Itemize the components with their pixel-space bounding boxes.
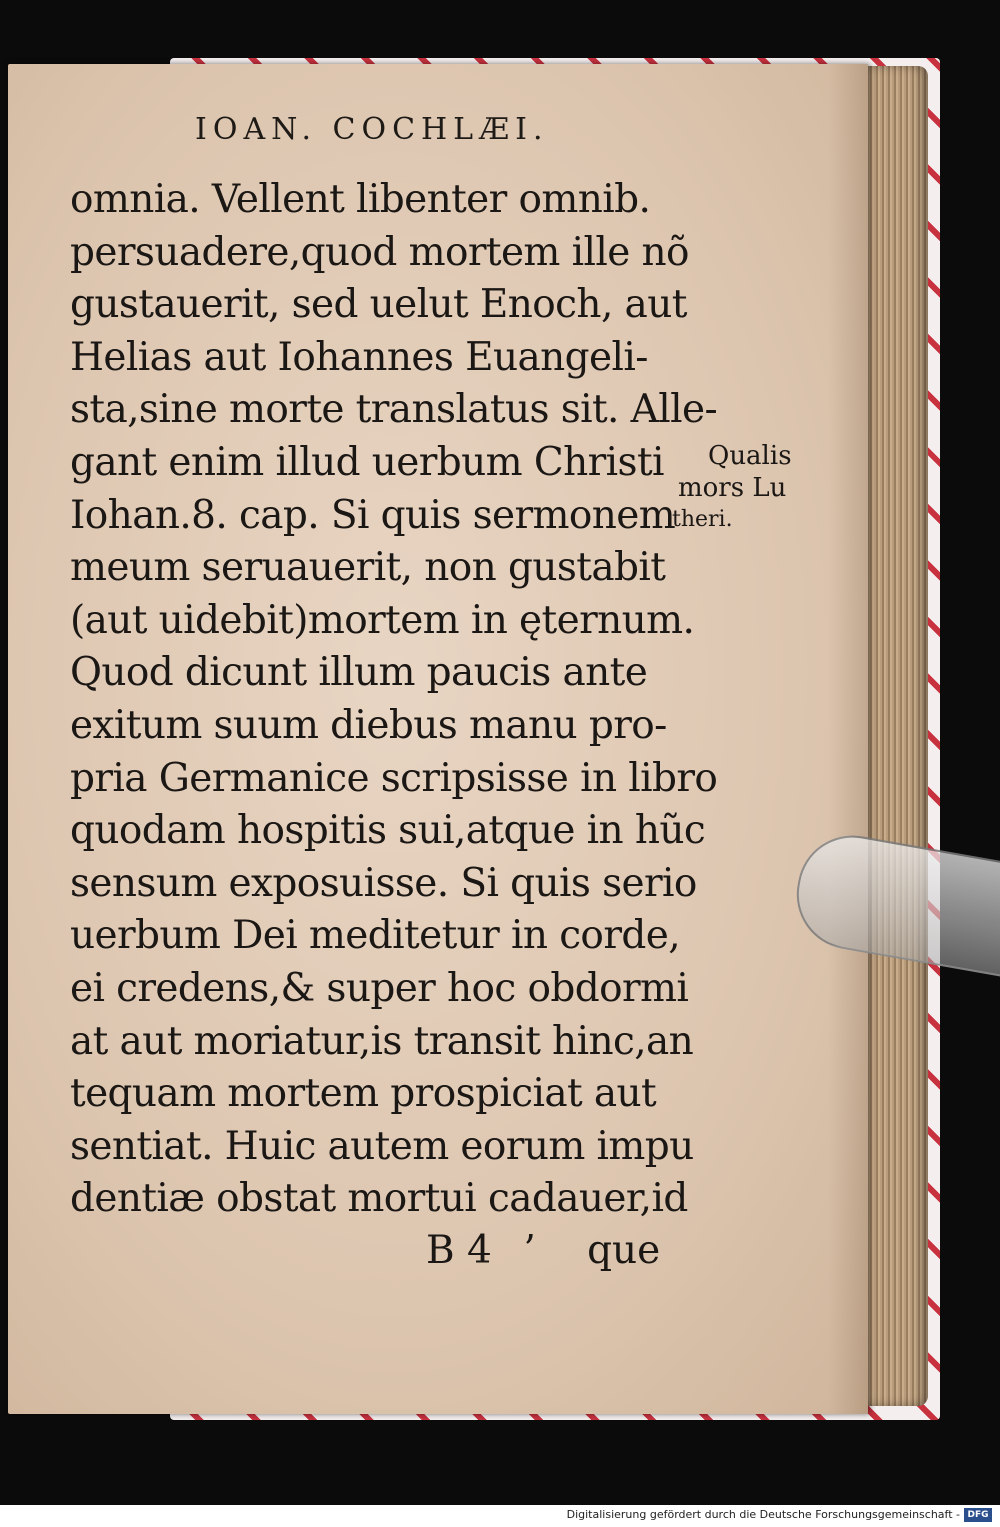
text-line: (aut uidebit)mortem in ęternum. bbox=[70, 597, 695, 643]
text-line: tequam mortem prospiciat aut bbox=[70, 1071, 657, 1117]
text-line: Iohan.8. cap. Si quis sermonem bbox=[70, 492, 676, 538]
text-line: Quod dicunt illum paucis ante bbox=[70, 650, 648, 696]
footer-credit: Digitalisierung gefördert durch die Deutsche Forschungsgemeinschaft - bbox=[566, 1508, 960, 1521]
text-line: omnia. Vellent libenter omnib. bbox=[70, 177, 651, 222]
text-line: sentiat. Huic autem eorum impu bbox=[70, 1123, 694, 1169]
signature-mark: B 4 bbox=[426, 1228, 492, 1273]
text-line: sensum exposuisse. Si quis serio bbox=[70, 860, 697, 906]
text-line: persuadere,quod mortem ille nõ bbox=[70, 229, 689, 275]
signature-line bbox=[426, 1228, 660, 1273]
text-line: meum seruauerit, non gustabit bbox=[70, 545, 666, 591]
signature-separator: ʼ bbox=[522, 1228, 535, 1273]
marginal-note-line: mors Lu bbox=[678, 473, 787, 503]
marginal-note bbox=[672, 440, 812, 536]
text-line: pria Germanice scripsisse in libro bbox=[70, 755, 718, 801]
marginal-note-line: Qualis bbox=[708, 441, 792, 471]
marginal-note-line: theri. bbox=[672, 507, 733, 532]
dfg-logo-icon: DFG bbox=[964, 1508, 992, 1522]
text-line: gant enim illud uerbum Christi bbox=[70, 439, 664, 485]
catchword: que bbox=[587, 1228, 661, 1273]
text-line: at aut moriatur,is transit hinc,an bbox=[70, 1018, 694, 1064]
text-line: Helias aut Iohannes Euangeli- bbox=[70, 334, 648, 380]
text-line: quodam hospitis sui,atque in hũc bbox=[70, 808, 706, 854]
text-line: sta,sine morte translatus sit. Alle- bbox=[70, 387, 718, 433]
text-line: exitum suum diebus manu pro- bbox=[70, 702, 667, 748]
text-line: dentiæ obstat mortui cadauer,id bbox=[70, 1176, 688, 1222]
running-head: IOAN. COCHLÆI. bbox=[195, 112, 549, 147]
text-line: gustauerit, sed uelut Enoch, aut bbox=[70, 282, 687, 328]
text-line: ei credens,& super hoc obdormi bbox=[70, 965, 689, 1011]
text-line: uerbum Dei meditetur in corde, bbox=[70, 913, 680, 959]
